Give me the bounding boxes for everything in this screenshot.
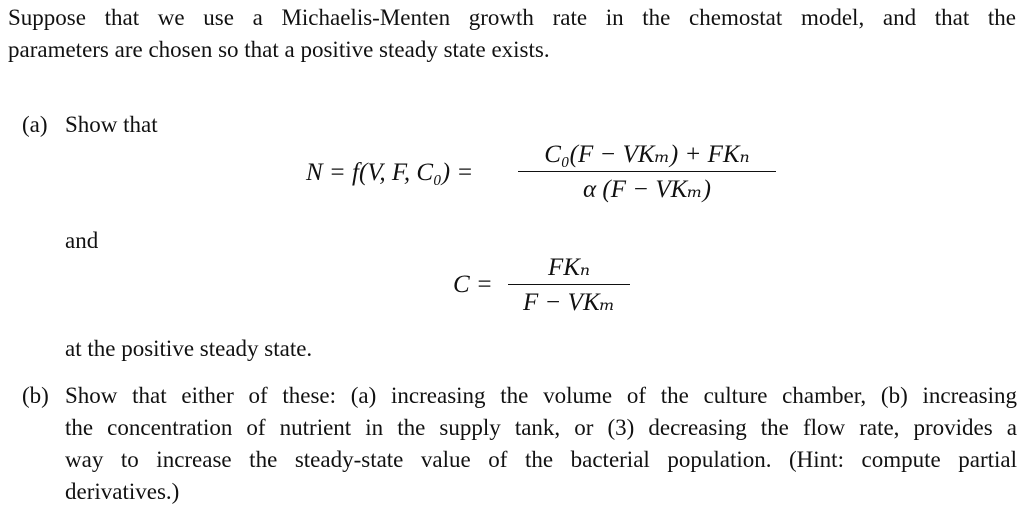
intro-line-2: parameters are chosen so that a positive steady state exists.: [8, 37, 550, 62]
part-b-line-2: the concentration of nutrient in the supply tank, or (3) decreasing the flow rate, provides a: [65, 415, 1017, 440]
equation-n-fraction-bar: [518, 171, 776, 172]
equation-n-denominator: α (F − VKₘ): [583, 176, 711, 203]
equation-c-lhs: C =: [453, 271, 493, 298]
part-b-line-4: derivatives.): [65, 479, 180, 504]
part-b-line-3: way to increase the steady-state value of the bacterial population. (Hint: compute partial: [65, 447, 1017, 472]
equation-c-denominator: F − VKₘ: [523, 289, 615, 316]
equation-c-fraction-bar: [508, 284, 630, 285]
part-a-closing: at the positive steady state.: [65, 336, 313, 361]
part-a-label: (a): [22, 112, 48, 137]
equation-n-fraction: [518, 140, 776, 205]
part-a-and: and: [65, 228, 99, 253]
intro-paragraph: [8, 2, 1016, 66]
equation-n-lhs: N = f(V, F, C₀) =: [306, 159, 474, 186]
intro-line-1: Suppose that we use a Michaelis-Menten growth rate in the chemostat model, and that the: [8, 5, 1016, 30]
part-a-show-that: Show that: [65, 112, 158, 137]
equation-n-numerator: C₀(F − VKₘ) + FKₙ: [544, 141, 750, 168]
part-b-paragraph: [65, 380, 1017, 508]
equation-c-numerator: FKₙ: [547, 254, 591, 281]
equation-c-fraction: [508, 253, 630, 318]
part-b-label: (b): [22, 383, 49, 408]
part-b-line-1: Show that either of these: (a) increasing the volume of the culture chamber, (b) increasing: [65, 383, 1017, 408]
